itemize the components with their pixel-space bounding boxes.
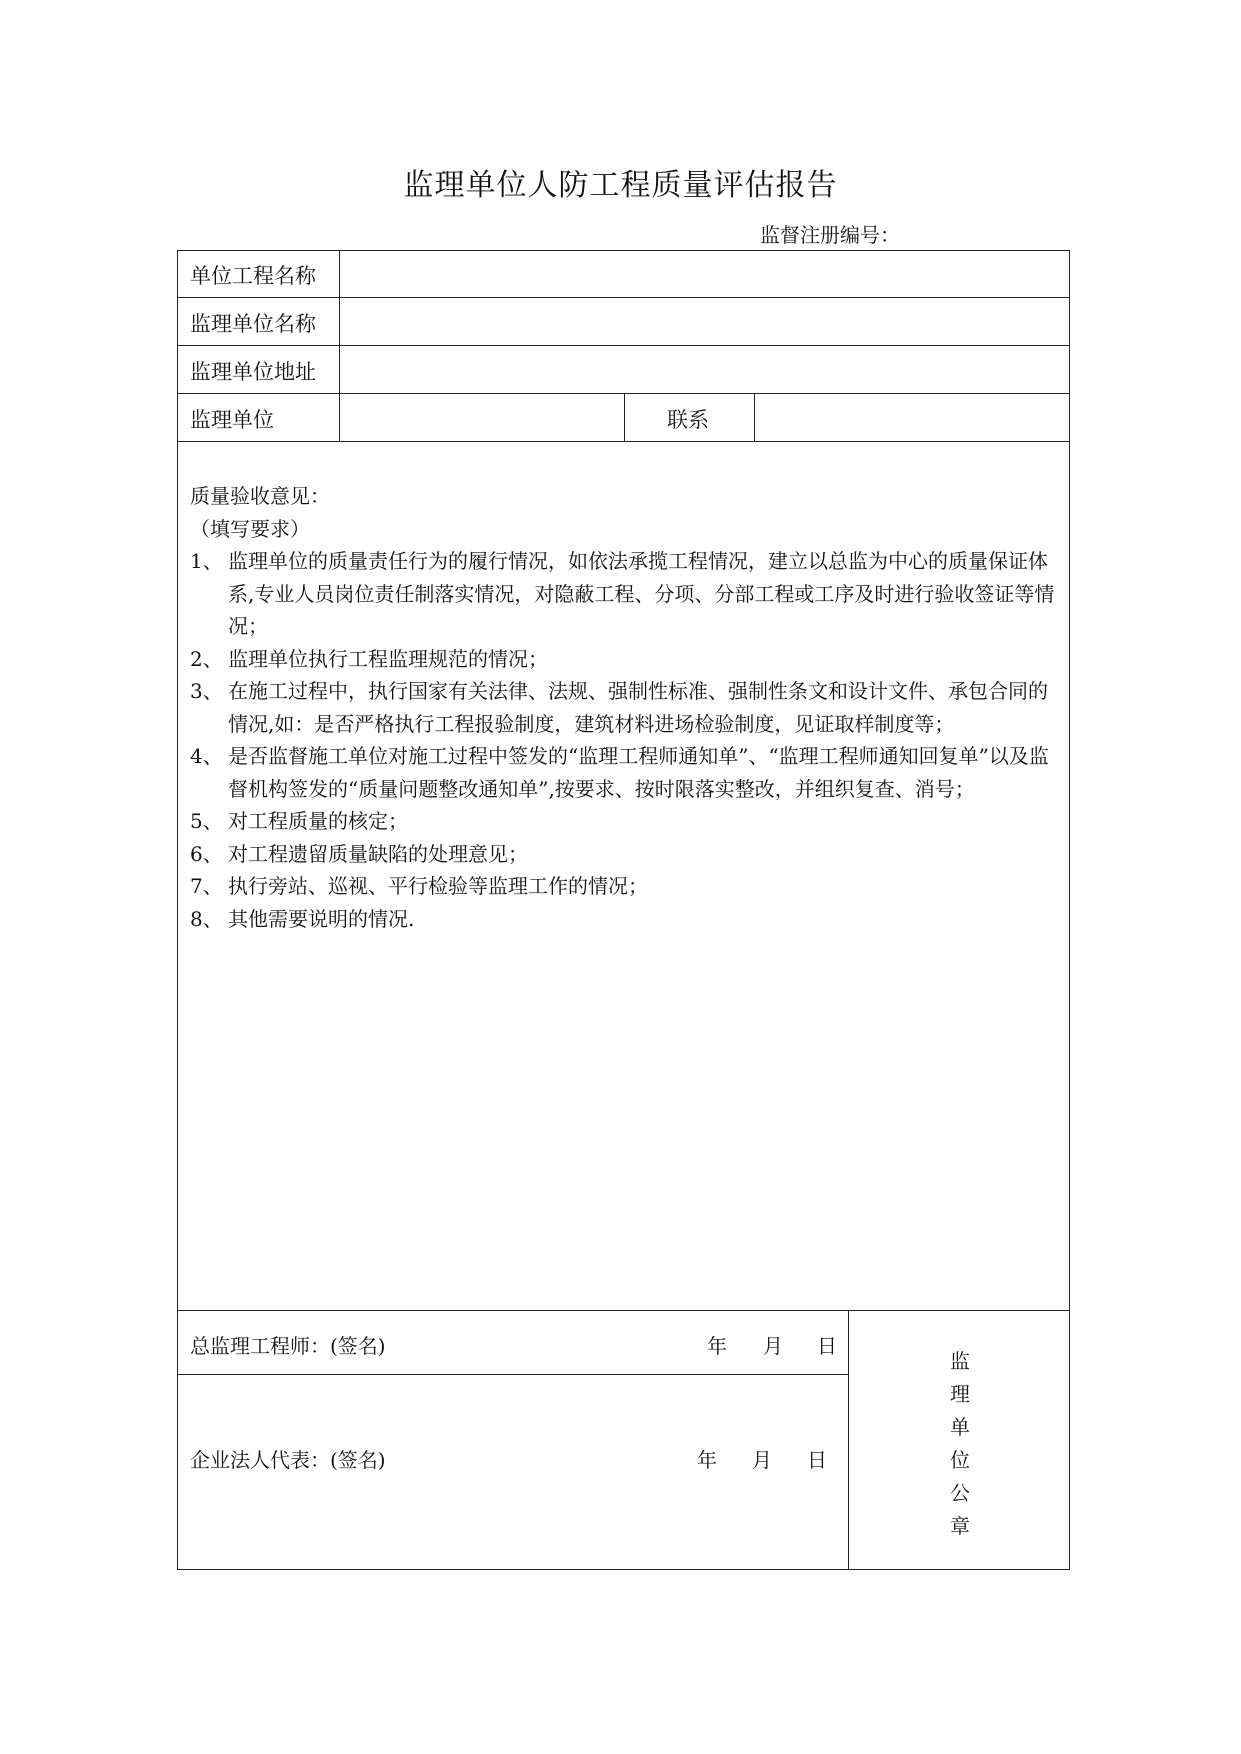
requirement-item	[190, 740, 1060, 805]
item-number: 2、	[190, 646, 223, 671]
seal-area	[945, 1345, 975, 1543]
supervisor-name-label: 监理单位名称	[190, 312, 316, 336]
row-divider	[177, 297, 1070, 298]
row-divider	[177, 1310, 1070, 1311]
requirement-item	[190, 805, 1060, 838]
requirement-item	[190, 643, 1060, 676]
requirement-item	[190, 870, 1060, 903]
opinion-subheading: （填写要求）	[190, 516, 310, 541]
supervisor-address-label: 监理单位地址	[190, 360, 316, 384]
opinion-heading: 质量验收意见：	[190, 484, 330, 508]
quality-opinion-section[interactable]	[190, 480, 1060, 935]
seal-char: 理	[950, 1382, 970, 1406]
legal-date-day: 日	[807, 1448, 827, 1472]
item-number: 8、	[190, 906, 223, 931]
legal-date-year: 年	[697, 1448, 717, 1472]
chief-date-day: 日	[817, 1334, 837, 1358]
requirement-item	[190, 675, 1060, 740]
registration-number-label: 监督注册编号：	[760, 223, 900, 247]
contact-label: 联系	[667, 408, 709, 432]
requirement-item	[190, 838, 1060, 871]
item-text: 对工程遗留质量缺陷的处理意见；	[228, 841, 528, 866]
item-text: 执行旁站、巡视、平行检验等监理工作的情况；	[228, 874, 648, 898]
seal-char: 单	[950, 1415, 970, 1439]
item-text: 其他需要说明的情况.	[228, 906, 415, 931]
legal-rep-signature[interactable]: 企业法人代表：(签名)	[190, 1448, 386, 1472]
column-divider	[339, 250, 340, 441]
supervisor-label: 监理单位	[190, 408, 274, 432]
column-divider	[624, 393, 625, 441]
item-text: 是否监督施工单位对施工过程中签发的“监理工程师通知单”、“监理工程师通知回复单”以及监督机构签发的“质量问题整改通知单”,按要求、按时限落实整改，并组织复查、消号；	[228, 744, 1049, 801]
column-divider	[848, 1310, 849, 1570]
item-number: 4、	[190, 744, 223, 768]
item-number: 6、	[190, 841, 223, 866]
seal-char: 位	[950, 1448, 970, 1472]
item-number: 7、	[190, 874, 223, 898]
legal-date-month: 月	[752, 1448, 772, 1472]
item-number: 3、	[190, 679, 223, 703]
chief-engineer-signature[interactable]: 总监理工程师：(签名)	[190, 1334, 386, 1358]
row-divider	[177, 1374, 848, 1375]
seal-char: 章	[950, 1514, 970, 1538]
item-text: 在施工过程中，执行国家有关法律、法规、强制性标准、强制性条文和设计文件、承包合同的情况,如：是否严格执行工程报验制度，建筑材料进场检验制度，见证取样制度等；	[228, 679, 1048, 736]
item-text: 监理单位执行工程监理规范的情况；	[228, 646, 548, 671]
chief-date-month: 月	[763, 1334, 783, 1358]
column-divider	[754, 393, 755, 441]
chief-date-year: 年	[707, 1334, 727, 1358]
requirement-item	[190, 545, 1060, 643]
seal-char: 监	[950, 1349, 970, 1373]
item-number: 5、	[190, 809, 223, 833]
page-title: 监理单位人防工程质量评估报告	[403, 168, 838, 203]
row-divider	[177, 345, 1070, 346]
item-text: 对工程质量的核定；	[228, 809, 408, 833]
item-number: 1、	[190, 549, 223, 573]
requirement-item	[190, 903, 1060, 936]
row-divider	[177, 441, 1070, 442]
project-name-label: 单位工程名称	[190, 264, 316, 288]
seal-char: 公	[950, 1481, 970, 1505]
item-text: 监理单位的质量责任行为的履行情况，如依法承揽工程情况，建立以总监为中心的质量保证体系,专业人员岗位责任制落实情况，对隐蔽工程、分项、分部工程或工序及时进行验收签证等情况；	[228, 549, 1055, 638]
